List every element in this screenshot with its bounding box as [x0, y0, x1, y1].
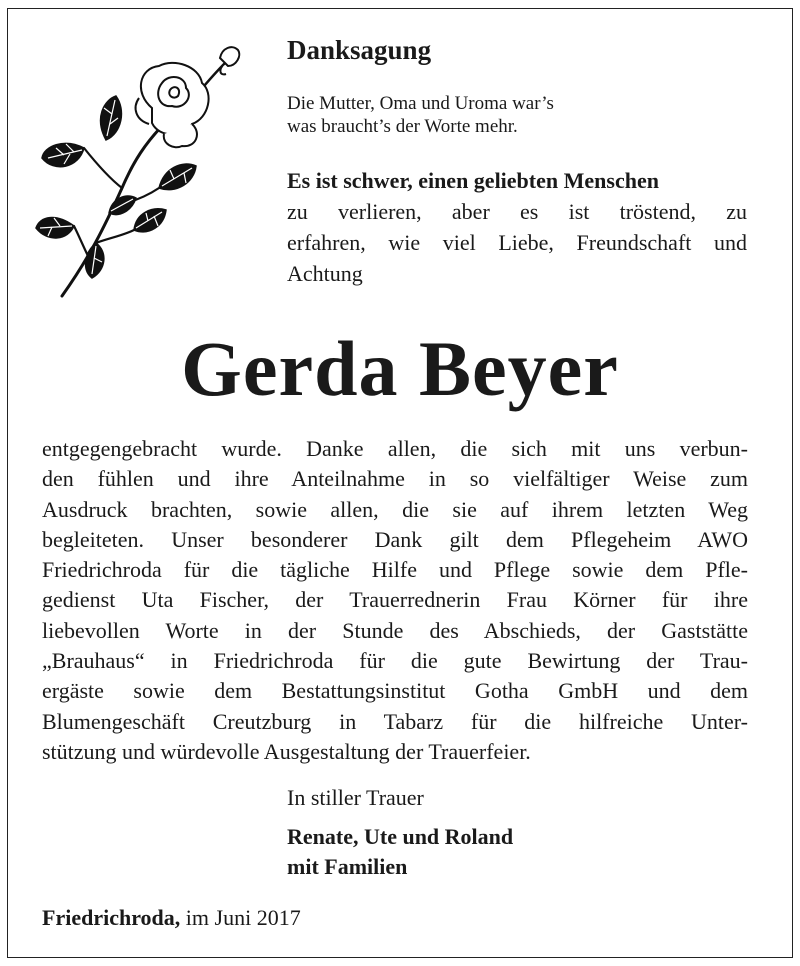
body-line: den fühlen und ihre Anteilnahme in so vielfältiger Weise zum	[42, 466, 748, 492]
signature-intro: In stiller Trauer	[287, 785, 424, 810]
body-line: Friedrichroda für die tägliche Hilfe und Pflege sowie dem Pfle-	[42, 557, 748, 583]
intro-text	[287, 165, 747, 289]
body-line: liebevollen Worte in der Stunde des Abschieds, der Gaststätte	[42, 617, 748, 643]
rose-icon	[34, 38, 264, 300]
body-line: Blumengeschäft Creutzburg in Tabarz für die hilfreiche Unter-	[42, 708, 748, 734]
body-line: Ausdruck brachten, sowie allen, die sie auf ihrem letzten Weg	[42, 496, 748, 522]
signature-names-line: mit Familien	[287, 854, 408, 879]
body-text	[42, 434, 748, 767]
verse	[287, 92, 747, 138]
body-line: „Brauhaus“ in Friedrichroda für die gute Bewirtung der Trau-	[42, 648, 748, 674]
footer-date: im Juni 2017	[185, 905, 301, 930]
verse-line: Die Mutter, Oma und Uroma war’s	[287, 93, 554, 114]
page-title: Danksagung	[287, 35, 432, 65]
body-line: stützung und würdevolle Ausgestaltung der Trauerfeier.	[42, 738, 531, 764]
body-line: begleiteten. Unser besonderer Dank gilt dem Pflegeheim AWO	[42, 526, 748, 552]
signature-names-line: Renate, Ute und Roland	[287, 824, 514, 849]
body-line: entgegengebracht wurde. Danke allen, die sich mit uns verbun-	[42, 436, 748, 461]
intro-bold-line: Es ist schwer, einen geliebten Menschen	[287, 168, 659, 193]
intro-line: zu verlieren, aber es ist tröstend, zu	[287, 199, 747, 224]
body-line: ergäste sowie dem Bestattungsinstitut Gotha GmbH und dem	[42, 678, 748, 704]
header-block	[287, 30, 747, 289]
signature-block	[287, 784, 747, 882]
footer-place: Friedrichroda,	[42, 905, 181, 930]
body-line: gedienst Uta Fischer, der Trauerrednerin Frau Körner für ihre	[42, 587, 748, 613]
intro-line: erfahren, wie viel Liebe, Freundschaft und	[287, 230, 747, 255]
verse-line: was braucht’s der Worte mehr.	[287, 116, 518, 137]
footer	[42, 903, 301, 933]
deceased-name: Gerda Beyer	[181, 325, 619, 412]
signature-names	[287, 822, 747, 882]
intro-line: Achtung	[287, 261, 363, 286]
